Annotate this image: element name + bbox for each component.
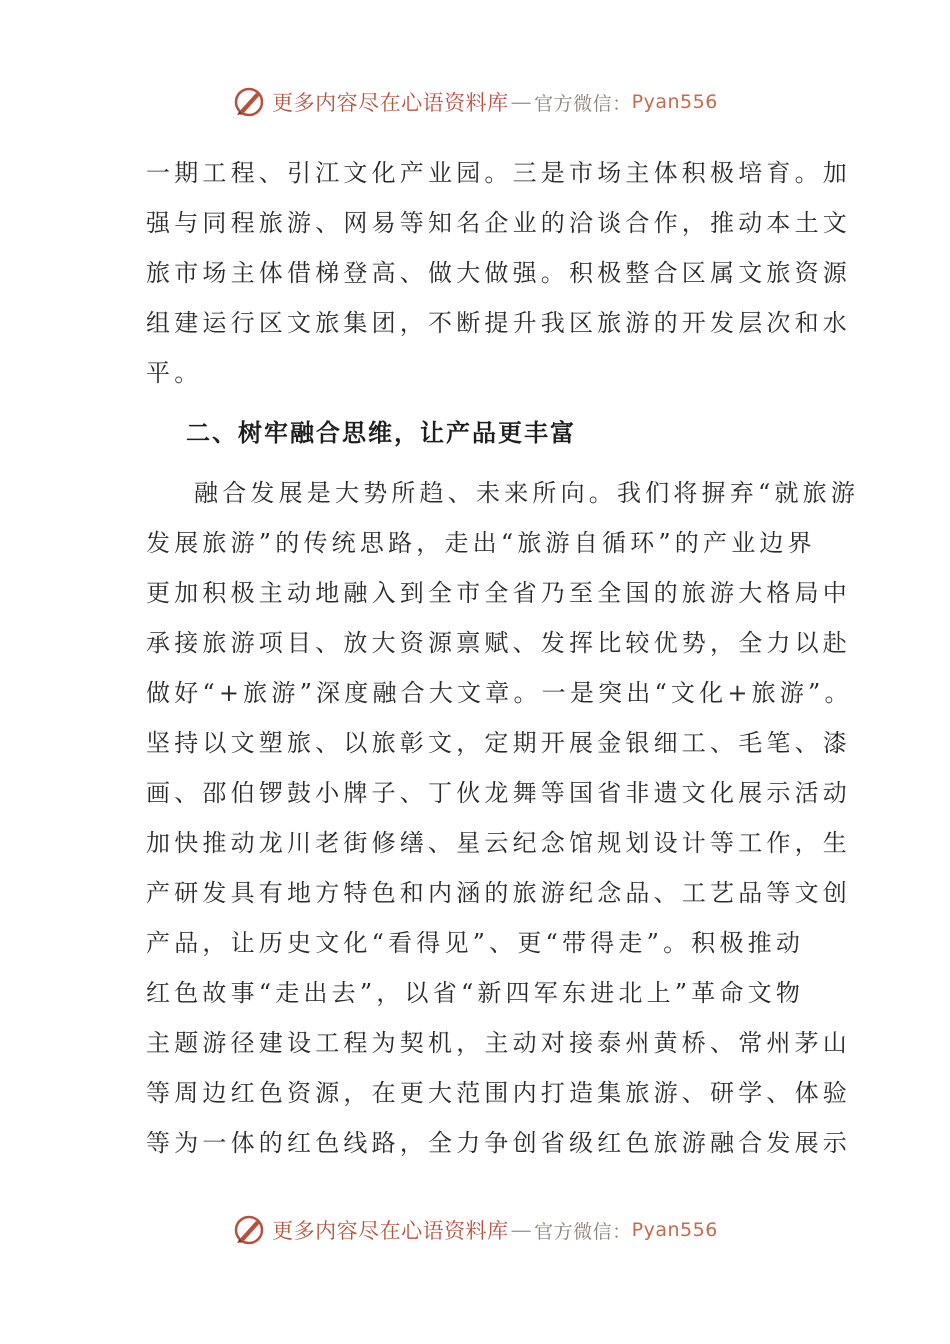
banner-wechat-id: Pyan556 [631,91,718,113]
text-line: 组建运行区文旅集团，不断提升我区旅游的开发层次和水 [146,309,851,337]
text-line: 主题游径建设工程为契机，主动对接泰州黄桥、常州茅山 [146,1029,851,1057]
text-line: 更加积极主动地融入到全市全省乃至全国的旅游大格局中 [146,579,851,607]
pen-circle-logo-icon [232,1213,266,1247]
text-line: 产研发具有地方特色和内涵的旅游纪念品、工艺品等文创 [146,879,851,907]
text-line: 加快推动龙川老街修缮、星云纪念馆规划设计等工作，生 [146,829,851,857]
banner-label: 官方微信： [534,1220,632,1243]
text-line: 等周边红色资源，在更大范围内打造集旅游、研学、体验 [146,1079,851,1107]
text-line: 融合发展是大势所趋、未来所向。我们将摒弃“就旅游 [194,479,860,507]
text-line: 承接旅游项目、放大资源禀赋、发挥比较优势，全力以赴 [146,629,851,657]
paragraph-1 [146,148,851,398]
text-line: 发展旅游”的传统思路，走出“旅游自循环”的产业边界 [146,529,816,557]
text-line: 产品，让历史文化“看得见”、更“带得走”。积极推动 [146,929,805,957]
banner-dash: — [510,1218,533,1242]
footer-watermark-banner [0,1210,950,1250]
text-line: 旅市场主体借梯登高、做大做强。积极整合区属文旅资源 [146,259,851,287]
banner-wechat-id: Pyan556 [631,1219,718,1241]
pen-circle-logo-icon [232,85,266,119]
text-line: 坚持以文塑旅、以旅彰文，定期开展金银细工、毛笔、漆 [146,729,851,757]
paragraph-2 [146,468,860,1168]
text-line: 一期工程、引江文化产业园。三是市场主体积极培育。加 [146,159,851,187]
text-line: 平。 [146,359,203,387]
header-watermark-banner [0,82,950,122]
text-line: 做好“+旅游”深度融合大文章。一是突出“文化+旅游”。 [146,679,853,707]
banner-text-main: 更多内容尽在心语资料库 [272,1219,509,1243]
text-line: 画、邵伯锣鼓小牌子、丁伙龙舞等国省非遗文化展示活动 [146,779,851,807]
section-heading: 二、树牢融合思维，让产品更丰富 [186,419,576,447]
banner-text-main: 更多内容尽在心语资料库 [272,91,509,115]
banner-label: 官方微信： [534,92,632,115]
banner-dash: — [510,90,533,114]
text-line: 等为一体的红色线路，全力争创省级红色旅游融合发展示 [146,1129,851,1157]
text-line: 强与同程旅游、网易等知名企业的洽谈合作，推动本土文 [146,209,851,237]
text-line: 红色故事“走出去”，以省“新四军东进北上”革命文物 [146,979,805,1007]
